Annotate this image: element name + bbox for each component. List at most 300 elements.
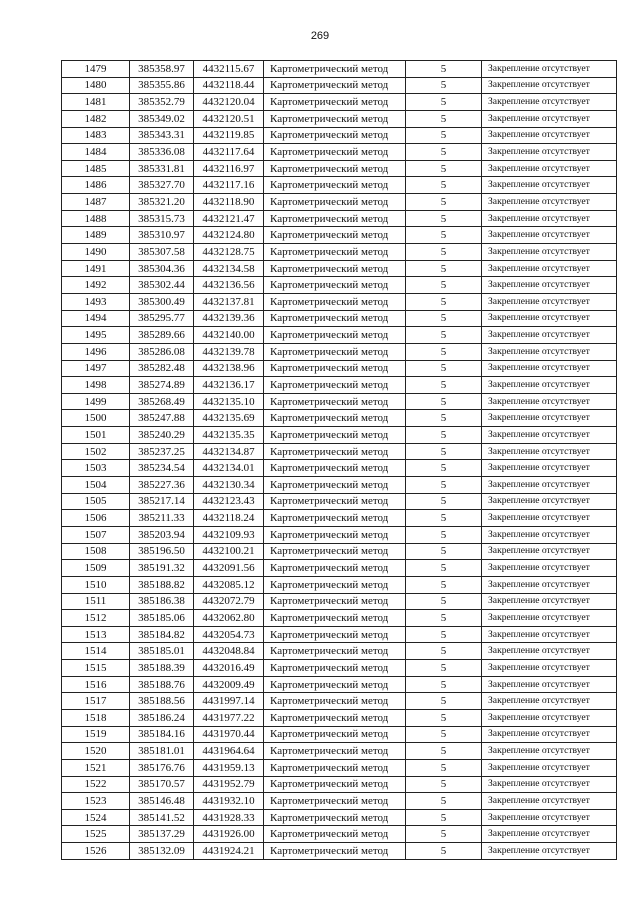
table-row [62, 277, 617, 294]
point-number-cell: 1526 [62, 843, 130, 860]
x-coordinate-cell: 385227.36 [130, 477, 194, 494]
accuracy-cell: 5 [406, 576, 482, 593]
point-number-cell: 1517 [62, 693, 130, 710]
fixing-description-cell: Закрепление отсутствует [482, 809, 617, 826]
point-number-cell: 1484 [62, 144, 130, 161]
x-coordinate-cell: 385234.54 [130, 460, 194, 477]
fixing-description-cell: Закрепление отсутствует [482, 693, 617, 710]
accuracy-cell: 5 [406, 477, 482, 494]
point-number-cell: 1500 [62, 410, 130, 427]
accuracy-cell: 5 [406, 510, 482, 527]
x-coordinate-cell: 385295.77 [130, 310, 194, 327]
x-coordinate-cell: 385343.31 [130, 127, 194, 144]
accuracy-cell: 5 [406, 393, 482, 410]
table-row [62, 726, 617, 743]
accuracy-cell: 5 [406, 826, 482, 843]
fixing-description-cell: Закрепление отсутствует [482, 260, 617, 277]
accuracy-cell: 5 [406, 693, 482, 710]
fixing-description-cell: Закрепление отсутствует [482, 244, 617, 261]
point-number-cell: 1496 [62, 343, 130, 360]
method-cell: Картометрический метод [264, 626, 406, 643]
fixing-description-cell: Закрепление отсутствует [482, 443, 617, 460]
method-cell: Картометрический метод [264, 660, 406, 677]
point-number-cell: 1503 [62, 460, 130, 477]
y-coordinate-cell: 4431952.79 [194, 776, 264, 793]
x-coordinate-cell: 385170.57 [130, 776, 194, 793]
table-row [62, 293, 617, 310]
fixing-description-cell: Закрепление отсутствует [482, 194, 617, 211]
x-coordinate-cell: 385240.29 [130, 427, 194, 444]
point-number-cell: 1508 [62, 543, 130, 560]
table-row [62, 393, 617, 410]
table-row [62, 127, 617, 144]
y-coordinate-cell: 4432116.97 [194, 160, 264, 177]
method-cell: Картометрический метод [264, 360, 406, 377]
method-cell: Картометрический метод [264, 676, 406, 693]
method-cell: Картометрический метод [264, 693, 406, 710]
table-row [62, 560, 617, 577]
method-cell: Картометрический метод [264, 343, 406, 360]
point-number-cell: 1482 [62, 110, 130, 127]
x-coordinate-cell: 385141.52 [130, 809, 194, 826]
method-cell: Картометрический метод [264, 643, 406, 660]
coordinates-table [61, 60, 617, 860]
method-cell: Картометрический метод [264, 327, 406, 344]
accuracy-cell: 5 [406, 327, 482, 344]
table-row [62, 110, 617, 127]
table-row [62, 493, 617, 510]
method-cell: Картометрический метод [264, 709, 406, 726]
fixing-description-cell: Закрепление отсутствует [482, 726, 617, 743]
fixing-description-cell: Закрепление отсутствует [482, 610, 617, 627]
table-row [62, 343, 617, 360]
method-cell: Картометрический метод [264, 543, 406, 560]
table-row [62, 410, 617, 427]
fixing-description-cell: Закрепление отсутствует [482, 210, 617, 227]
fixing-description-cell: Закрепление отсутствует [482, 227, 617, 244]
table-row [62, 709, 617, 726]
fixing-description-cell: Закрепление отсутствует [482, 177, 617, 194]
y-coordinate-cell: 4431970.44 [194, 726, 264, 743]
fixing-description-cell: Закрепление отсутствует [482, 410, 617, 427]
accuracy-cell: 5 [406, 160, 482, 177]
fixing-description-cell: Закрепление отсутствует [482, 477, 617, 494]
table-row [62, 460, 617, 477]
y-coordinate-cell: 4432118.24 [194, 510, 264, 527]
table-row [62, 327, 617, 344]
accuracy-cell: 5 [406, 94, 482, 111]
point-number-cell: 1509 [62, 560, 130, 577]
x-coordinate-cell: 385352.79 [130, 94, 194, 111]
x-coordinate-cell: 385137.29 [130, 826, 194, 843]
x-coordinate-cell: 385310.97 [130, 227, 194, 244]
y-coordinate-cell: 4432134.87 [194, 443, 264, 460]
table-row [62, 743, 617, 760]
table-row [62, 310, 617, 327]
accuracy-cell: 5 [406, 127, 482, 144]
x-coordinate-cell: 385331.81 [130, 160, 194, 177]
method-cell: Картометрический метод [264, 576, 406, 593]
fixing-description-cell: Закрепление отсутствует [482, 427, 617, 444]
x-coordinate-cell: 385203.94 [130, 526, 194, 543]
fixing-description-cell: Закрепление отсутствует [482, 110, 617, 127]
fixing-description-cell: Закрепление отсутствует [482, 377, 617, 394]
x-coordinate-cell: 385327.70 [130, 177, 194, 194]
method-cell: Картометрический метод [264, 310, 406, 327]
y-coordinate-cell: 4432136.56 [194, 277, 264, 294]
accuracy-cell: 5 [406, 360, 482, 377]
table-row [62, 210, 617, 227]
method-cell: Картометрический метод [264, 526, 406, 543]
x-coordinate-cell: 385349.02 [130, 110, 194, 127]
point-number-cell: 1483 [62, 127, 130, 144]
accuracy-cell: 5 [406, 726, 482, 743]
fixing-description-cell: Закрепление отсутствует [482, 94, 617, 111]
point-number-cell: 1480 [62, 77, 130, 94]
method-cell: Картометрический метод [264, 94, 406, 111]
y-coordinate-cell: 4431926.00 [194, 826, 264, 843]
table-row [62, 77, 617, 94]
table-row [62, 843, 617, 860]
fixing-description-cell: Закрепление отсутствует [482, 576, 617, 593]
y-coordinate-cell: 4432117.16 [194, 177, 264, 194]
accuracy-cell: 5 [406, 77, 482, 94]
table-row [62, 94, 617, 111]
y-coordinate-cell: 4432138.96 [194, 360, 264, 377]
point-number-cell: 1506 [62, 510, 130, 527]
method-cell: Картометрический метод [264, 843, 406, 860]
point-number-cell: 1521 [62, 759, 130, 776]
accuracy-cell: 5 [406, 61, 482, 78]
x-coordinate-cell: 385237.25 [130, 443, 194, 460]
x-coordinate-cell: 385185.01 [130, 643, 194, 660]
point-number-cell: 1523 [62, 793, 130, 810]
y-coordinate-cell: 4431932.10 [194, 793, 264, 810]
table-row [62, 626, 617, 643]
table-row [62, 776, 617, 793]
method-cell: Картометрический метод [264, 61, 406, 78]
accuracy-cell: 5 [406, 244, 482, 261]
accuracy-cell: 5 [406, 493, 482, 510]
x-coordinate-cell: 385321.20 [130, 194, 194, 211]
fixing-description-cell: Закрепление отсутствует [482, 144, 617, 161]
table-row [62, 227, 617, 244]
method-cell: Картометрический метод [264, 293, 406, 310]
point-number-cell: 1499 [62, 393, 130, 410]
y-coordinate-cell: 4432139.36 [194, 310, 264, 327]
point-number-cell: 1516 [62, 676, 130, 693]
y-coordinate-cell: 4432118.90 [194, 194, 264, 211]
method-cell: Картометрический метод [264, 177, 406, 194]
x-coordinate-cell: 385188.82 [130, 576, 194, 593]
x-coordinate-cell: 385185.06 [130, 610, 194, 627]
method-cell: Картометрический метод [264, 227, 406, 244]
method-cell: Картометрический метод [264, 776, 406, 793]
accuracy-cell: 5 [406, 377, 482, 394]
x-coordinate-cell: 385191.32 [130, 560, 194, 577]
fixing-description-cell: Закрепление отсутствует [482, 160, 617, 177]
method-cell: Картометрический метод [264, 593, 406, 610]
table-row [62, 360, 617, 377]
accuracy-cell: 5 [406, 277, 482, 294]
point-number-cell: 1497 [62, 360, 130, 377]
accuracy-cell: 5 [406, 460, 482, 477]
x-coordinate-cell: 385355.86 [130, 77, 194, 94]
y-coordinate-cell: 4432120.04 [194, 94, 264, 111]
method-cell: Картометрический метод [264, 393, 406, 410]
method-cell: Картометрический метод [264, 110, 406, 127]
point-number-cell: 1501 [62, 427, 130, 444]
accuracy-cell: 5 [406, 643, 482, 660]
fixing-description-cell: Закрепление отсутствует [482, 526, 617, 543]
method-cell: Картометрический метод [264, 610, 406, 627]
x-coordinate-cell: 385302.44 [130, 277, 194, 294]
accuracy-cell: 5 [406, 543, 482, 560]
y-coordinate-cell: 4432054.73 [194, 626, 264, 643]
accuracy-cell: 5 [406, 610, 482, 627]
x-coordinate-cell: 385289.66 [130, 327, 194, 344]
accuracy-cell: 5 [406, 227, 482, 244]
x-coordinate-cell: 385315.73 [130, 210, 194, 227]
y-coordinate-cell: 4432134.01 [194, 460, 264, 477]
y-coordinate-cell: 4432115.67 [194, 61, 264, 78]
table-row [62, 826, 617, 843]
point-number-cell: 1489 [62, 227, 130, 244]
x-coordinate-cell: 385211.33 [130, 510, 194, 527]
x-coordinate-cell: 385188.76 [130, 676, 194, 693]
table-row [62, 443, 617, 460]
fixing-description-cell: Закрепление отсутствует [482, 776, 617, 793]
y-coordinate-cell: 4432130.34 [194, 477, 264, 494]
x-coordinate-cell: 385268.49 [130, 393, 194, 410]
method-cell: Картометрический метод [264, 493, 406, 510]
accuracy-cell: 5 [406, 144, 482, 161]
point-number-cell: 1511 [62, 593, 130, 610]
method-cell: Картометрический метод [264, 127, 406, 144]
accuracy-cell: 5 [406, 427, 482, 444]
x-coordinate-cell: 385307.58 [130, 244, 194, 261]
page-number: 269 [310, 30, 330, 42]
fixing-description-cell: Закрепление отсутствует [482, 327, 617, 344]
x-coordinate-cell: 385188.56 [130, 693, 194, 710]
table-row [62, 144, 617, 161]
accuracy-cell: 5 [406, 310, 482, 327]
table-row [62, 377, 617, 394]
method-cell: Картометрический метод [264, 244, 406, 261]
y-coordinate-cell: 4431928.33 [194, 809, 264, 826]
fixing-description-cell: Закрепление отсутствует [482, 293, 617, 310]
y-coordinate-cell: 4432062.80 [194, 610, 264, 627]
method-cell: Картометрический метод [264, 427, 406, 444]
accuracy-cell: 5 [406, 793, 482, 810]
fixing-description-cell: Закрепление отсутствует [482, 127, 617, 144]
fixing-description-cell: Закрепление отсутствует [482, 676, 617, 693]
accuracy-cell: 5 [406, 110, 482, 127]
x-coordinate-cell: 385132.09 [130, 843, 194, 860]
y-coordinate-cell: 4432048.84 [194, 643, 264, 660]
y-coordinate-cell: 4432109.93 [194, 526, 264, 543]
point-number-cell: 1505 [62, 493, 130, 510]
y-coordinate-cell: 4432135.10 [194, 393, 264, 410]
fixing-description-cell: Закрепление отсутствует [482, 277, 617, 294]
point-number-cell: 1512 [62, 610, 130, 627]
point-number-cell: 1485 [62, 160, 130, 177]
fixing-description-cell: Закрепление отсутствует [482, 593, 617, 610]
table-row [62, 477, 617, 494]
point-number-cell: 1491 [62, 260, 130, 277]
accuracy-cell: 5 [406, 743, 482, 760]
y-coordinate-cell: 4432117.64 [194, 144, 264, 161]
point-number-cell: 1487 [62, 194, 130, 211]
point-number-cell: 1495 [62, 327, 130, 344]
y-coordinate-cell: 4431977.22 [194, 709, 264, 726]
y-coordinate-cell: 4431924.21 [194, 843, 264, 860]
table-row [62, 160, 617, 177]
x-coordinate-cell: 385274.89 [130, 377, 194, 394]
y-coordinate-cell: 4432016.49 [194, 660, 264, 677]
y-coordinate-cell: 4432137.81 [194, 293, 264, 310]
fixing-description-cell: Закрепление отсутствует [482, 393, 617, 410]
accuracy-cell: 5 [406, 709, 482, 726]
fixing-description-cell: Закрепление отсутствует [482, 626, 617, 643]
y-coordinate-cell: 4432139.78 [194, 343, 264, 360]
fixing-description-cell: Закрепление отсутствует [482, 360, 617, 377]
accuracy-cell: 5 [406, 626, 482, 643]
accuracy-cell: 5 [406, 593, 482, 610]
y-coordinate-cell: 4432121.47 [194, 210, 264, 227]
y-coordinate-cell: 4432136.17 [194, 377, 264, 394]
table-row [62, 793, 617, 810]
point-number-cell: 1514 [62, 643, 130, 660]
fixing-description-cell: Закрепление отсутствует [482, 709, 617, 726]
y-coordinate-cell: 4431964.64 [194, 743, 264, 760]
y-coordinate-cell: 4432119.85 [194, 127, 264, 144]
fixing-description-cell: Закрепление отсутствует [482, 743, 617, 760]
fixing-description-cell: Закрепление отсутствует [482, 793, 617, 810]
y-coordinate-cell: 4432091.56 [194, 560, 264, 577]
method-cell: Картометрический метод [264, 194, 406, 211]
method-cell: Картометрический метод [264, 809, 406, 826]
y-coordinate-cell: 4432134.58 [194, 260, 264, 277]
point-number-cell: 1502 [62, 443, 130, 460]
table-row [62, 260, 617, 277]
accuracy-cell: 5 [406, 676, 482, 693]
y-coordinate-cell: 4432100.21 [194, 543, 264, 560]
point-number-cell: 1510 [62, 576, 130, 593]
method-cell: Картометрический метод [264, 726, 406, 743]
method-cell: Картометрический метод [264, 826, 406, 843]
x-coordinate-cell: 385217.14 [130, 493, 194, 510]
accuracy-cell: 5 [406, 210, 482, 227]
method-cell: Картометрический метод [264, 77, 406, 94]
point-number-cell: 1518 [62, 709, 130, 726]
accuracy-cell: 5 [406, 443, 482, 460]
method-cell: Картометрический метод [264, 477, 406, 494]
y-coordinate-cell: 4432135.35 [194, 427, 264, 444]
method-cell: Картометрический метод [264, 793, 406, 810]
x-coordinate-cell: 385196.50 [130, 543, 194, 560]
table-row [62, 610, 617, 627]
accuracy-cell: 5 [406, 293, 482, 310]
y-coordinate-cell: 4432135.69 [194, 410, 264, 427]
y-coordinate-cell: 4432123.43 [194, 493, 264, 510]
point-number-cell: 1520 [62, 743, 130, 760]
point-number-cell: 1524 [62, 809, 130, 826]
y-coordinate-cell: 4432124.80 [194, 227, 264, 244]
x-coordinate-cell: 385358.97 [130, 61, 194, 78]
method-cell: Картометрический метод [264, 743, 406, 760]
table-row [62, 61, 617, 78]
x-coordinate-cell: 385181.01 [130, 743, 194, 760]
point-number-cell: 1481 [62, 94, 130, 111]
point-number-cell: 1519 [62, 726, 130, 743]
y-coordinate-cell: 4431997.14 [194, 693, 264, 710]
x-coordinate-cell: 385247.88 [130, 410, 194, 427]
point-number-cell: 1504 [62, 477, 130, 494]
point-number-cell: 1486 [62, 177, 130, 194]
fixing-description-cell: Закрепление отсутствует [482, 493, 617, 510]
y-coordinate-cell: 4432085.12 [194, 576, 264, 593]
y-coordinate-cell: 4432118.44 [194, 77, 264, 94]
coordinates-table-body [62, 61, 617, 860]
table-row [62, 427, 617, 444]
accuracy-cell: 5 [406, 177, 482, 194]
accuracy-cell: 5 [406, 194, 482, 211]
method-cell: Картометрический метод [264, 144, 406, 161]
x-coordinate-cell: 385146.48 [130, 793, 194, 810]
point-number-cell: 1488 [62, 210, 130, 227]
fixing-description-cell: Закрепление отсутствует [482, 77, 617, 94]
table-row [62, 244, 617, 261]
method-cell: Картометрический метод [264, 410, 406, 427]
table-row [62, 593, 617, 610]
y-coordinate-cell: 4432072.79 [194, 593, 264, 610]
point-number-cell: 1522 [62, 776, 130, 793]
method-cell: Картометрический метод [264, 759, 406, 776]
method-cell: Картометрический метод [264, 510, 406, 527]
point-number-cell: 1492 [62, 277, 130, 294]
y-coordinate-cell: 4432120.51 [194, 110, 264, 127]
fixing-description-cell: Закрепление отсутствует [482, 560, 617, 577]
table-row [62, 177, 617, 194]
x-coordinate-cell: 385186.24 [130, 709, 194, 726]
fixing-description-cell: Закрепление отсутствует [482, 310, 617, 327]
y-coordinate-cell: 4431959.13 [194, 759, 264, 776]
table-row [62, 526, 617, 543]
fixing-description-cell: Закрепление отсутствует [482, 460, 617, 477]
y-coordinate-cell: 4432009.49 [194, 676, 264, 693]
fixing-description-cell: Закрепление отсутствует [482, 826, 617, 843]
y-coordinate-cell: 4432128.75 [194, 244, 264, 261]
table-row [62, 759, 617, 776]
table-row [62, 693, 617, 710]
accuracy-cell: 5 [406, 410, 482, 427]
x-coordinate-cell: 385286.08 [130, 343, 194, 360]
accuracy-cell: 5 [406, 759, 482, 776]
accuracy-cell: 5 [406, 776, 482, 793]
fixing-description-cell: Закрепление отсутствует [482, 343, 617, 360]
method-cell: Картометрический метод [264, 460, 406, 477]
point-number-cell: 1490 [62, 244, 130, 261]
fixing-description-cell: Закрепление отсутствует [482, 510, 617, 527]
x-coordinate-cell: 385300.49 [130, 293, 194, 310]
fixing-description-cell: Закрепление отсутствует [482, 543, 617, 560]
table-row [62, 576, 617, 593]
point-number-cell: 1507 [62, 526, 130, 543]
x-coordinate-cell: 385186.38 [130, 593, 194, 610]
method-cell: Картометрический метод [264, 560, 406, 577]
method-cell: Картометрический метод [264, 260, 406, 277]
